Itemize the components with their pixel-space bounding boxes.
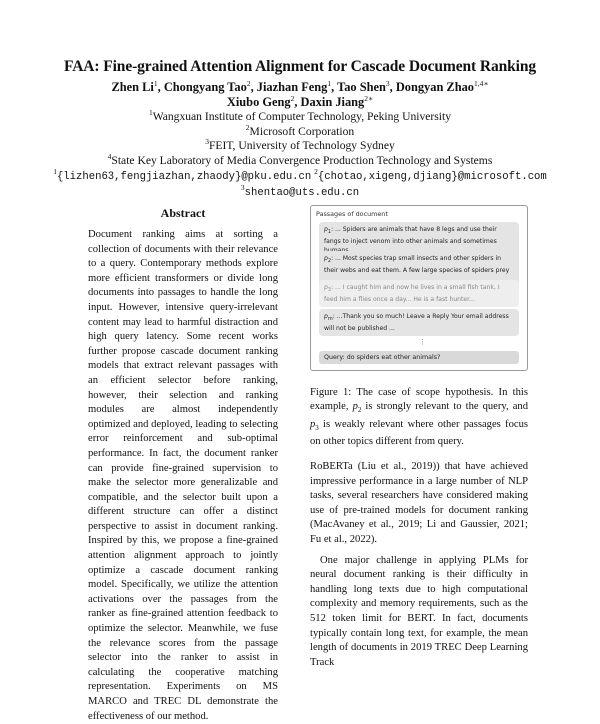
author-list: Zhen Li$^1$, Chongyang Tao$^2$, Jiazhan Feng$^1$, Tao Shen$^3$, Dongyan Zhao$^{1,4∗}$ Xiubo Geng$^2$, Daxin Jiang$^{2∗}$ bbox=[111, 78, 489, 109]
author: Zhen Li$^1$ bbox=[111, 78, 158, 94]
author: Daxin Jiang$^{2∗}$ bbox=[300, 93, 374, 109]
abstract-text: Document ranking aims at sorting a collection of documents with their relevance to a query. Contemporary methods explore more efficient transformers or divide long documents into passages to handle the long input. However, intensive query-irrelevant content may lead to harmful distraction and high query latency. Some recent works further propose cascade document ranking models that extract relevant passages with an efficient selector before ranking, however, their selection and ranking modules are almost independently optimized and deployed, leading to selecting error reinforcement and sub-optimal performance. In fact, the document ranker can provide fine-grained supervision to make the selector more generalizable and compatible, and the selector built upon a different structure can offer a distinct perspective to assist in document ranking. Inspired by this, we propose a fine-grained attention alignment approach to jointly optimize a cascade document ranking model. Specifically, we utilize the attention activations over the passages from the ranker as fine-grained attention feedback to optimize the selector. Meanwhile, we fuse the relevance scores from the passage selector into the ranker to assist in calculating the cooperative matching representation. Experiments on MS MARCO and TREC DL demonstrate the effectiveness of our method. bbox=[88, 229, 278, 722]
email-line: $^3$shentao@uts.edu.cn bbox=[240, 182, 360, 199]
affiliation: $^4$State Key Laboratory of Media Convergence Production Technology and Systems bbox=[107, 152, 493, 168]
figure-header: Passages of document bbox=[316, 210, 388, 218]
author: Dongyan Zhao$^{1,4∗}$ bbox=[395, 78, 489, 94]
ellipsis-icon: ⋮ bbox=[419, 338, 426, 346]
author: Jiazhan Feng$^1$ bbox=[256, 78, 332, 94]
author: Tao Shen$^3$ bbox=[337, 78, 390, 94]
figure-caption: Figure 1: The case of scope hypothesis. In this example, $p_2$ is strongly relevant to the query, and $p_3$ is weakly relevant where other passages focus on other topics different from query. bbox=[310, 387, 528, 448]
author: Chongyang Tao$^2$ bbox=[163, 78, 251, 94]
email: shentao@uts.edu.cn bbox=[244, 186, 360, 199]
passage-box: $p_m$: ...Thank you so much! Leave a Reply Your email address will not be published ... bbox=[319, 309, 519, 336]
passage-box: $p_2$: ... Most species trap small insects and other spiders in their webs and eat them. A few large species of spiders prey bbox=[319, 251, 519, 287]
passage-box: $p_3$: ... I caught him and now he lives in a small fish tank, I feed him a flies once a day... He is a fast hunter... bbox=[319, 280, 519, 307]
email-line: $^1${lizhen63,fengjiazhan,zhaody}@pku.edu.cn $^2${chotao,xigeng,djiang}@microsoft.com bbox=[53, 166, 547, 183]
author: Xiubo Geng$^2$ bbox=[226, 93, 295, 109]
affiliation: $^1$Wangxuan Institute of Computer Technology, Peking University bbox=[148, 108, 452, 123]
figure-1 bbox=[310, 205, 528, 371]
paper-title: FAA: Fine-grained Attention Alignment for Cascade Document Ranking bbox=[63, 58, 537, 75]
body-text bbox=[310, 460, 528, 676]
email: {chotao,xigeng,djiang}@microsoft.com bbox=[317, 170, 547, 183]
affiliation: $^2$Microsoft Corporation bbox=[245, 122, 355, 138]
email: {lizhen63,fengjiazhan,zhaody}@pku.edu.cn bbox=[56, 170, 312, 183]
passage-box: $p_1$: ... Spiders are animals that have 8 legs and use their fangs to inject venom into other animals and sometimes bbox=[319, 222, 519, 258]
affiliation: $^3$FEIT, University of Technology Sydney bbox=[205, 137, 395, 153]
affiliation-block bbox=[0, 110, 600, 200]
paragraph: RoBERTa (Liu et al., 2019)) that have achieved impressive performance in a large number of NLP tasks, several researchers have considered making use of pre-trained models for document ranking (MacAvaney et al., 2019; Li and Gaussier, 2021; Fu et al., 2022). bbox=[310, 461, 528, 545]
abstract-heading: Abstract bbox=[160, 206, 206, 220]
query-box: Query: do spiders eat other animals? bbox=[319, 351, 519, 364]
paragraph: One major challenge in applying PLMs for neural document ranking is their difficulty in handling long texts due to high computational complexity and memory requirements, such as the 512 token limit for BERT. In fact, documents typically contain long text, for example, the mean length of documents in 2019 TREC Deep Learning Track bbox=[310, 554, 528, 668]
